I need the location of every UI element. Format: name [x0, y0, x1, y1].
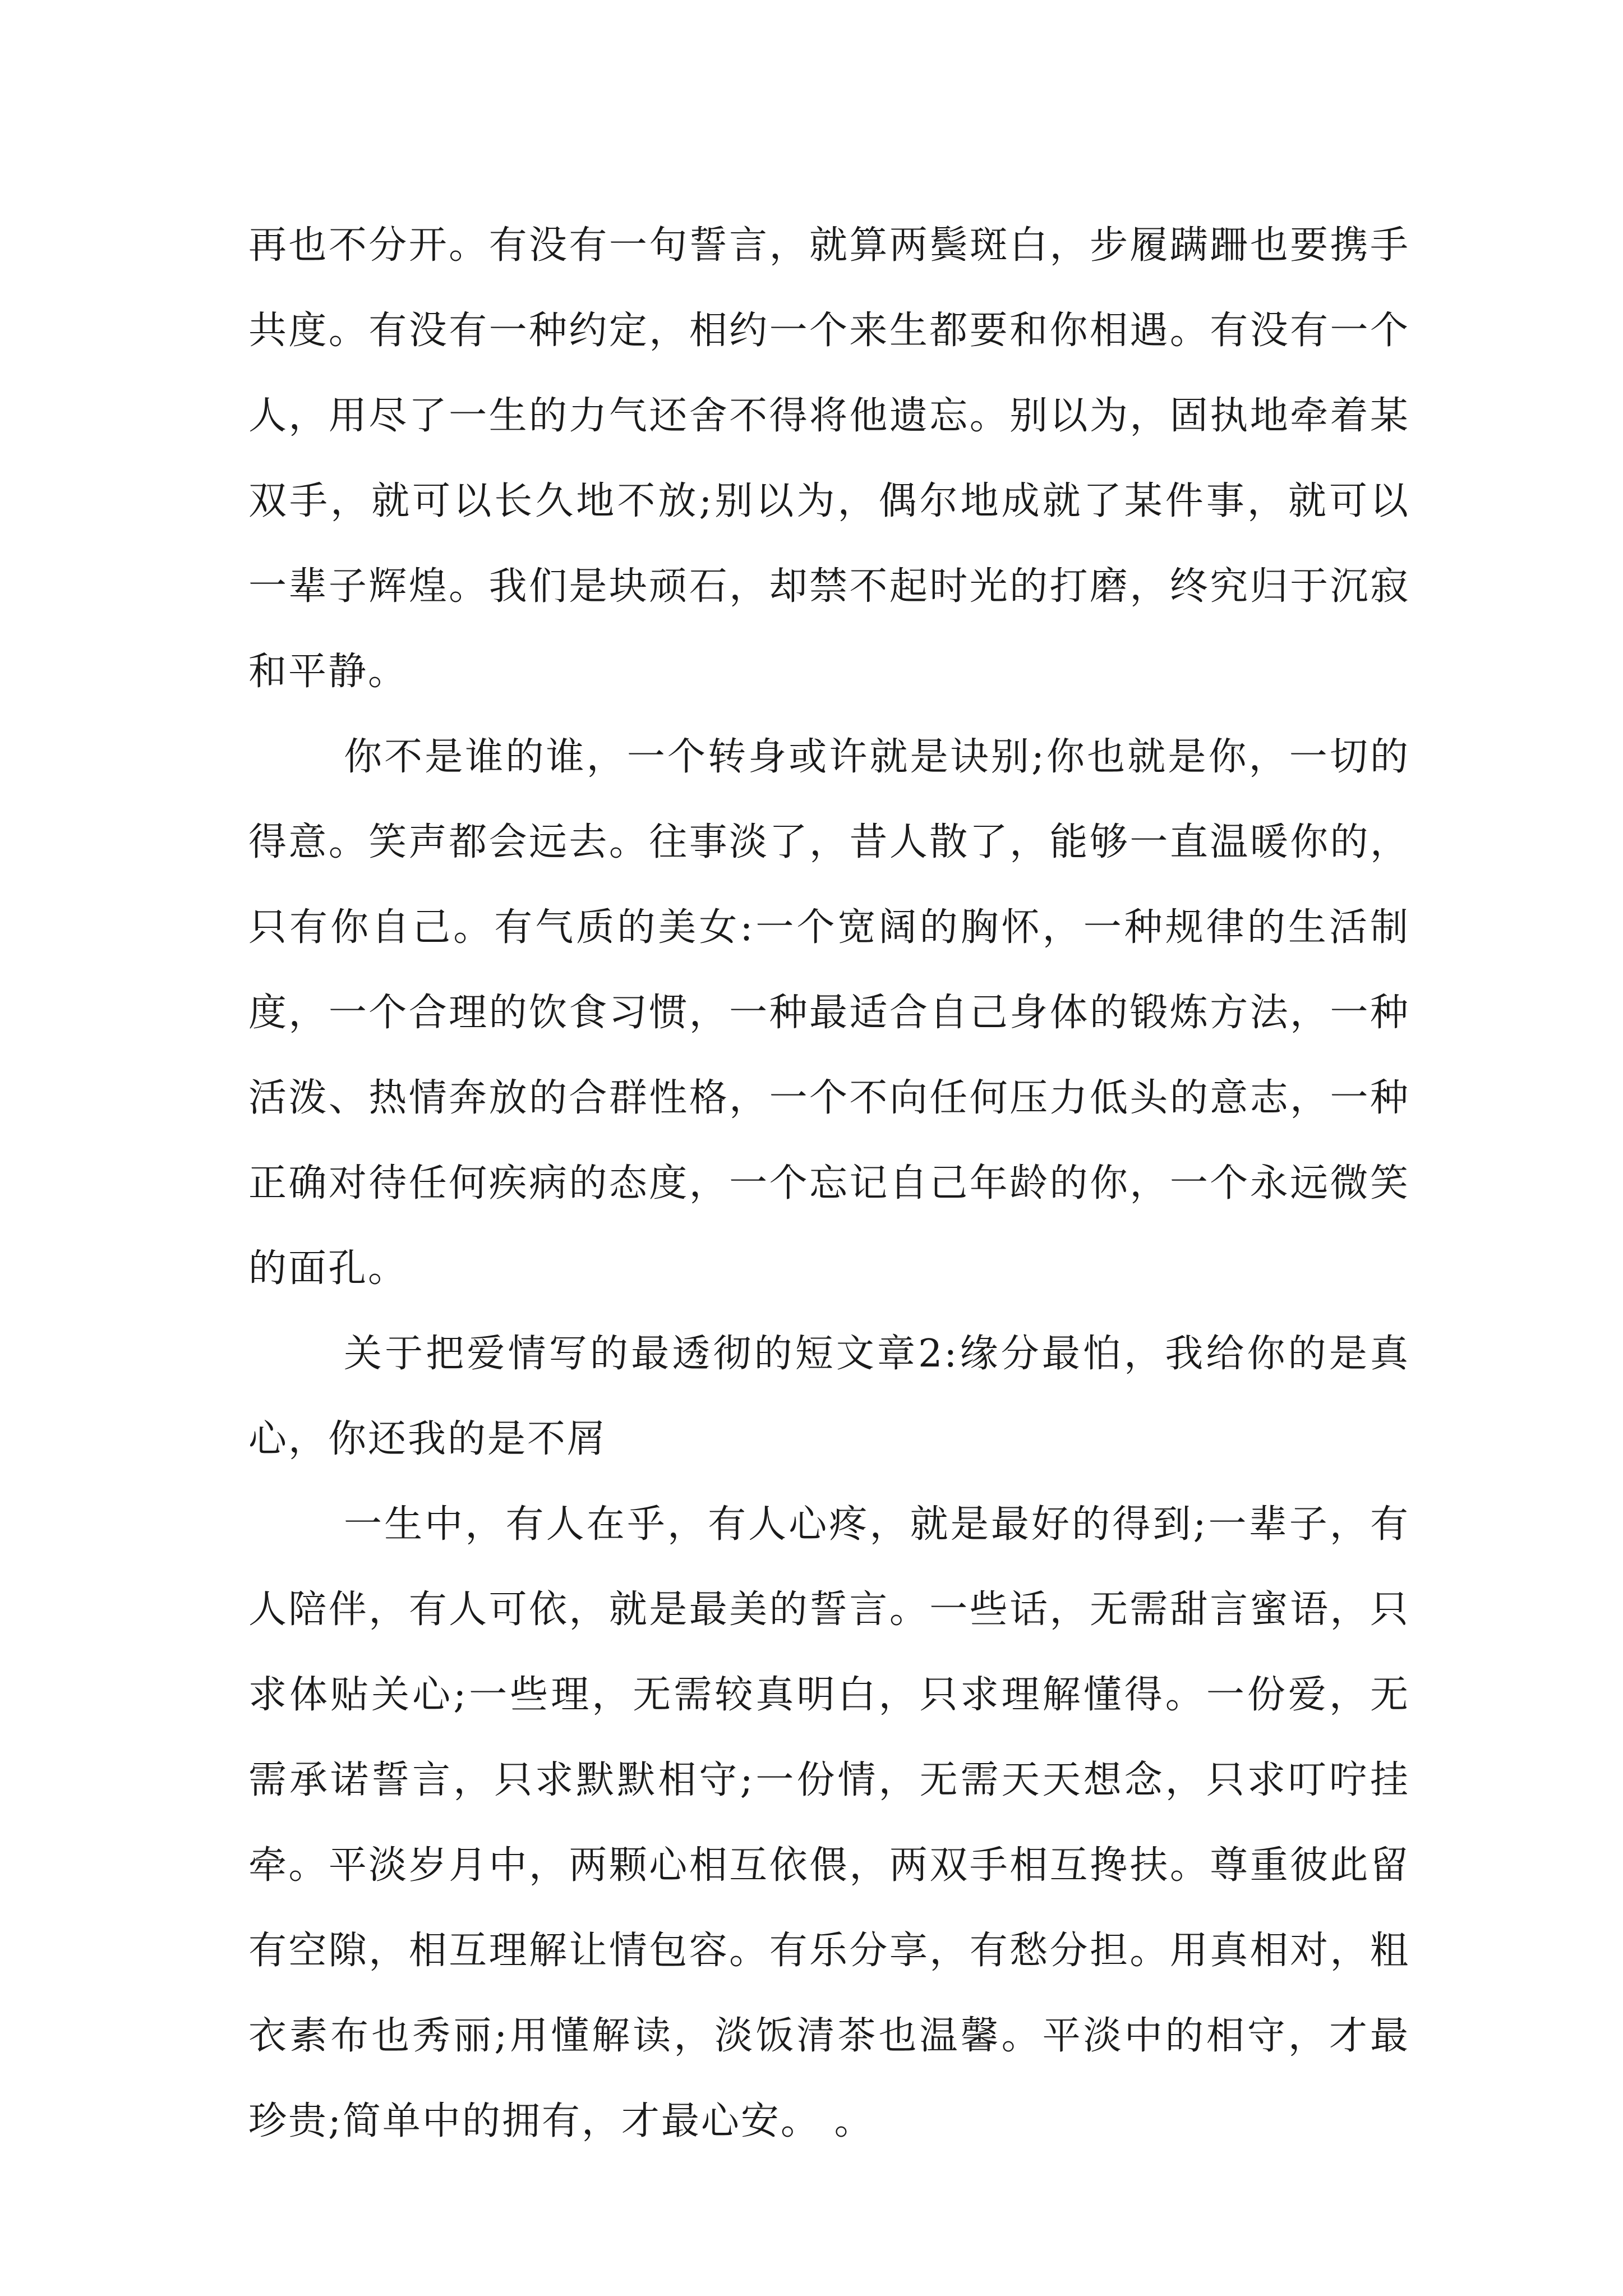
document-body	[248, 203, 1410, 2164]
paragraph-1: 再也不分开。有没有一句誓言，就算两鬓斑白，步履蹒跚也要携手共度。有没有一种约定，相约一个来生都要和你相遇。有没有一个人，用尽了一生的力气还舍不得将他遗忘。别以为，固执地牵着某双手，就可以长久地不放;别以为，偶尔地成就了某件事，就可以一辈子辉煌。我们是块顽石，却禁不起时光的打磨，终究归于沉寂和平静。	[248, 223, 1410, 694]
paragraph-4: 一生中，有人在乎，有人心疼，就是最好的得到;一辈子，有人陪伴，有人可依，就是最美的誓言。一些话，无需甜言蜜语，只求体贴关心;一些理，无需较真明白，只求理解懂得。一份爱，无需承诺誓言，只求默默相守;一份情，无需天天想念，只求叮咛挂牵。平淡岁月中，两颗心相互依偎，两双手相互搀扶。尊重彼此留有空隙，相互理解让情包容。有乐分享，有愁分担。用真相对，粗衣素布也秀丽;用懂解读，淡饭清茶也温馨。平淡中的相守，才最珍贵;简单中的拥有，才最心安。 。	[248, 1502, 1410, 2143]
paragraph-3-heading: 关于把爱情写的最透彻的短文章2:缘分最怕，我给你的是真心，你还我的是不屑	[248, 1332, 1410, 1461]
paragraph-2: 你不是谁的谁，一个转身或许就是诀别;你也就是你，一切的得意。笑声都会远去。往事淡了，昔人散了，能够一直温暖你的，只有你自己。有气质的美女:一个宽阔的胸怀，一种规律的生活制度，一个合理的饮食习惯，一种最适合自己身体的锻炼方法，一种活泼、热情奔放的合群性格，一个不向任何压力低头的意志，一种正确对待任何疾病的态度，一个忘记自己年龄的你，一个永远微笑的面孔。	[248, 735, 1410, 1291]
